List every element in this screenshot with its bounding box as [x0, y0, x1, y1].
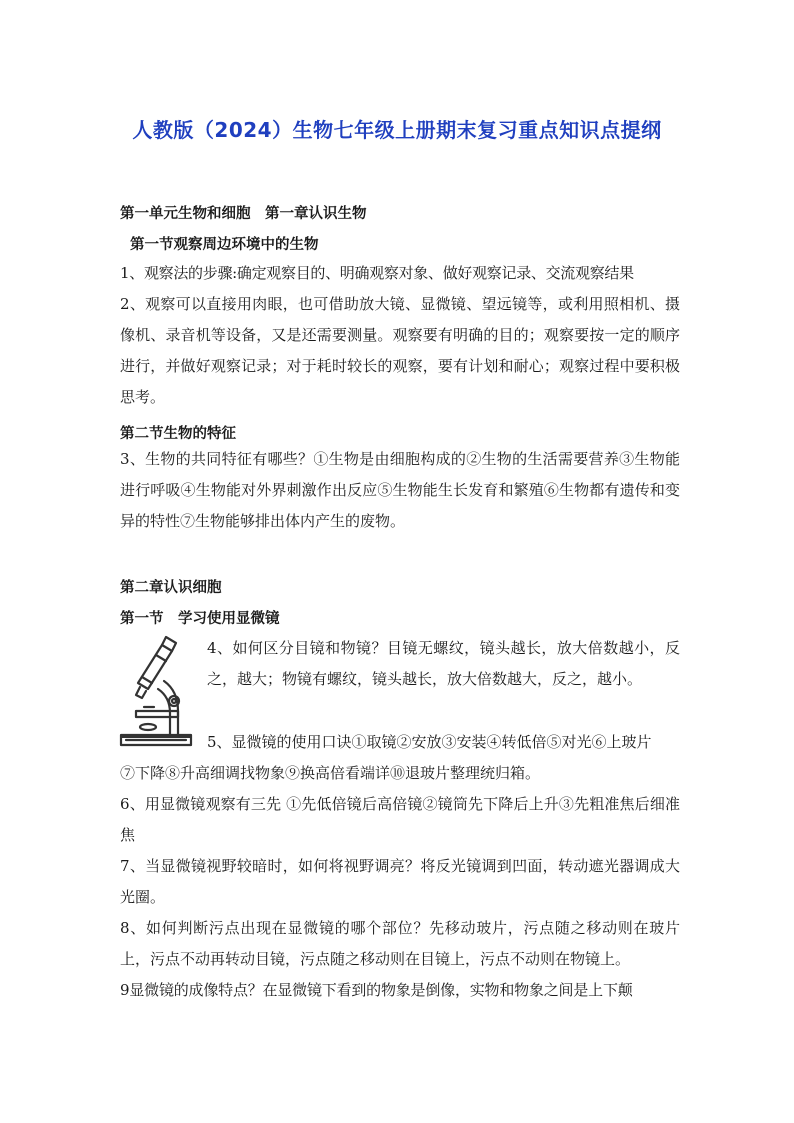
chapter2-section1-heading: 第一节 学习使用显微镜 [120, 610, 280, 627]
item-5-line-2: ⑦下降⑧升高细调找物象⑨换高倍看端详⑩退玻片整理统归箱。 [120, 764, 541, 782]
unit1-heading: 第一单元生物和细胞 第一章认识生物 [120, 205, 367, 222]
item-1: 1、观察法的步骤:确定观察目的、明确观察对象、做好观察记录、交流观察结果 [120, 264, 634, 282]
section1-heading: 第一节观察周边环境中的生物 [130, 236, 319, 253]
section2-heading: 第二节生物的特征 [120, 425, 236, 442]
page-title: 人教版（2024）生物七年级上册期末复习重点知识点提纲 [132, 118, 662, 142]
chapter2-heading: 第二章认识细胞 [120, 579, 222, 596]
microscope-icon [118, 631, 194, 749]
item-9: 9显微镜的成像特点？在显微镜下看到的物象是倒像，实物和物象之间是上下颠 [120, 981, 633, 999]
item-6: 6、用显微镜观察有三先 ①先低倍镜后高倍镜②镜筒先下降后上升③先粗准焦后细准焦 [120, 795, 680, 844]
item-8: 8、如何判断污点出现在显微镜的哪个部位？先移动玻片，污点随之移动则在玻片上，污点不动再转动目镜，污点随之移动则在目镜上，污点不动则在物镜上。 [120, 919, 680, 968]
item-5-line-1: 5、显微镜的使用口诀①取镜②安放③安装④转低倍⑤对光⑥上玻片 [207, 733, 652, 751]
item-4: 4、如何区分目镜和物镜？目镜无螺纹，镜头越长，放大倍数越小，反之，越大；物镜有螺纹，镜头越长，放大倍数越大，反之，越小。 [207, 639, 680, 688]
item-2: 2、观察可以直接用肉眼，也可借助放大镜、显微镜、望远镜等，或利用照相机、摄像机、录音机等设备，又是还需要测量。观察要有明确的目的；观察要按一定的顺序进行，并做好观察记录；对于耗时较长的观察，要有计划和耐心；观察过程中要积极思考。 [120, 295, 680, 406]
item-7: 7、当显微镜视野较暗时，如何将视野调亮？将反光镜调到凹面，转动遮光器调成大光圈。 [120, 857, 680, 906]
item-3: 3、生物的共同特征有哪些？①生物是由细胞构成的②生物的生活需要营养③生物能进行呼吸④生物能对外界刺激作出反应⑤生物能生长发育和繁殖⑥生物都有遗传和变异的特性⑦生物能够排出体内产生的废物。 [120, 450, 680, 530]
